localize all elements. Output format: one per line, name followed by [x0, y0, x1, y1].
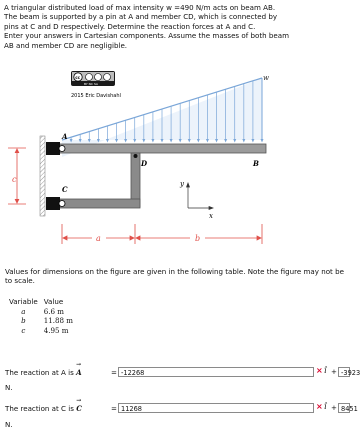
- load-arrow-head: [151, 139, 154, 143]
- i-hat-icon: î: [324, 366, 327, 375]
- table-header-variable: Variable: [9, 297, 38, 306]
- reaction-A-x-input[interactable]: -12268: [118, 367, 314, 377]
- answer-C-unit: N.: [5, 420, 13, 429]
- svg-text:cc: cc: [75, 75, 81, 80]
- variable-cell: c: [21, 325, 26, 335]
- load-arrow-head: [133, 139, 136, 143]
- variable-cell: b: [21, 316, 26, 326]
- dim-label-b: b: [195, 234, 201, 243]
- vector-arrow-icon: →: [76, 361, 82, 368]
- load-arrow-head: [142, 139, 145, 143]
- load-arrow-head: [170, 139, 173, 143]
- problem-line-4: Enter your answers in Cartesian components. Assume the masses of both beam: [4, 31, 289, 41]
- load-arrow-head: [115, 139, 118, 143]
- reaction-C-y-input[interactable]: 8451: [338, 403, 350, 413]
- load-arrow-head: [251, 139, 254, 143]
- vector-arrow-icon: →: [76, 397, 82, 404]
- load-arrow-head: [242, 139, 245, 143]
- values-table: [6, 297, 76, 335]
- problem-figure: [0, 62, 350, 264]
- left-wall: [40, 136, 45, 216]
- answer-A-prompt: [5, 361, 82, 377]
- label-C: C: [62, 185, 68, 194]
- pin-C: [59, 201, 65, 207]
- svg-text:BY NC SA: BY NC SA: [84, 82, 98, 86]
- wrong-mark-icon: ×: [316, 402, 323, 411]
- load-arrow-head: [206, 139, 209, 143]
- label-D: D: [141, 159, 148, 168]
- problem-line-3: pins at C and D respectively. Determine the reaction forces at A and C.: [4, 21, 256, 31]
- answer-A-prefix: The reaction at A is: [5, 368, 74, 377]
- i-hat-icon: î: [324, 402, 327, 411]
- label-B: B: [253, 159, 259, 168]
- table-row: [6, 307, 76, 317]
- problem-line-2: The beam is supported by a pin at A and member CD, which is connected by: [4, 12, 278, 22]
- table-row: [6, 326, 76, 336]
- vector-C: → C: [76, 397, 82, 413]
- axis-label-x: x: [209, 212, 213, 220]
- load-arrow-head: [197, 139, 200, 143]
- table-row: [6, 316, 76, 326]
- load-arrow-head: [161, 139, 164, 143]
- axis-label-y: y: [180, 180, 184, 188]
- load-arrow-head: [224, 139, 227, 143]
- value-cell: 11.88 m: [43, 316, 74, 326]
- dimension-c: [8, 148, 26, 204]
- label-w: w: [263, 74, 269, 82]
- answer-A-unit: N.: [5, 383, 13, 392]
- pin-A-bracket: [46, 142, 60, 155]
- table-header-value: Value: [43, 297, 64, 306]
- reaction-C-x-input[interactable]: 11268: [118, 403, 314, 413]
- load-arrow-head: [124, 139, 127, 143]
- vector-A: → A: [76, 361, 82, 377]
- problem-line-5: AB and member CD are negligible.: [4, 40, 128, 50]
- coordinate-axes: [187, 183, 214, 210]
- copyright-text: 2015 Eric Davishahl: [71, 93, 121, 99]
- answer-C-prefix: The reaction at C is: [5, 404, 74, 413]
- plus-sign: +: [331, 403, 337, 412]
- reaction-A-y-input[interactable]: -3923: [338, 367, 350, 377]
- value-cell: 4.95 m: [43, 325, 69, 335]
- beam-AB: [58, 144, 266, 153]
- pin-A: [59, 146, 65, 152]
- dimension-note: Values for dimensions on the figure are given in the following table. Note the figure may not be to scale.: [5, 267, 344, 286]
- variable-cell: a: [21, 306, 26, 316]
- problem-line-1: A triangular distributed load of max intensity w =490 N/m acts on beam AB.: [4, 3, 276, 12]
- value-cell: 6.6 m: [43, 306, 64, 316]
- answer-C-prompt: [5, 397, 82, 413]
- dim-label-a: a: [96, 234, 101, 243]
- cc-license-badge: [71, 71, 115, 86]
- wrong-mark-icon: ×: [316, 366, 323, 375]
- problem-statement: [4, 3, 347, 50]
- label-A: A: [62, 132, 68, 141]
- load-arrow-head: [215, 139, 218, 143]
- dim-label-c: c: [12, 175, 17, 184]
- pin-C-bracket: [46, 197, 60, 210]
- load-arrow-head: [106, 139, 109, 143]
- load-arrow-head: [233, 139, 236, 143]
- member-CD-horizontal: [58, 199, 140, 208]
- load-arrow-head: [261, 139, 264, 143]
- pin-D: [134, 154, 138, 158]
- plus-sign: +: [331, 367, 337, 376]
- dimension-a-b: [62, 224, 262, 244]
- equals-sign: =: [111, 368, 117, 377]
- load-arrow-head: [188, 139, 191, 143]
- equals-sign: =: [111, 404, 117, 413]
- load-arrow-head: [179, 139, 182, 143]
